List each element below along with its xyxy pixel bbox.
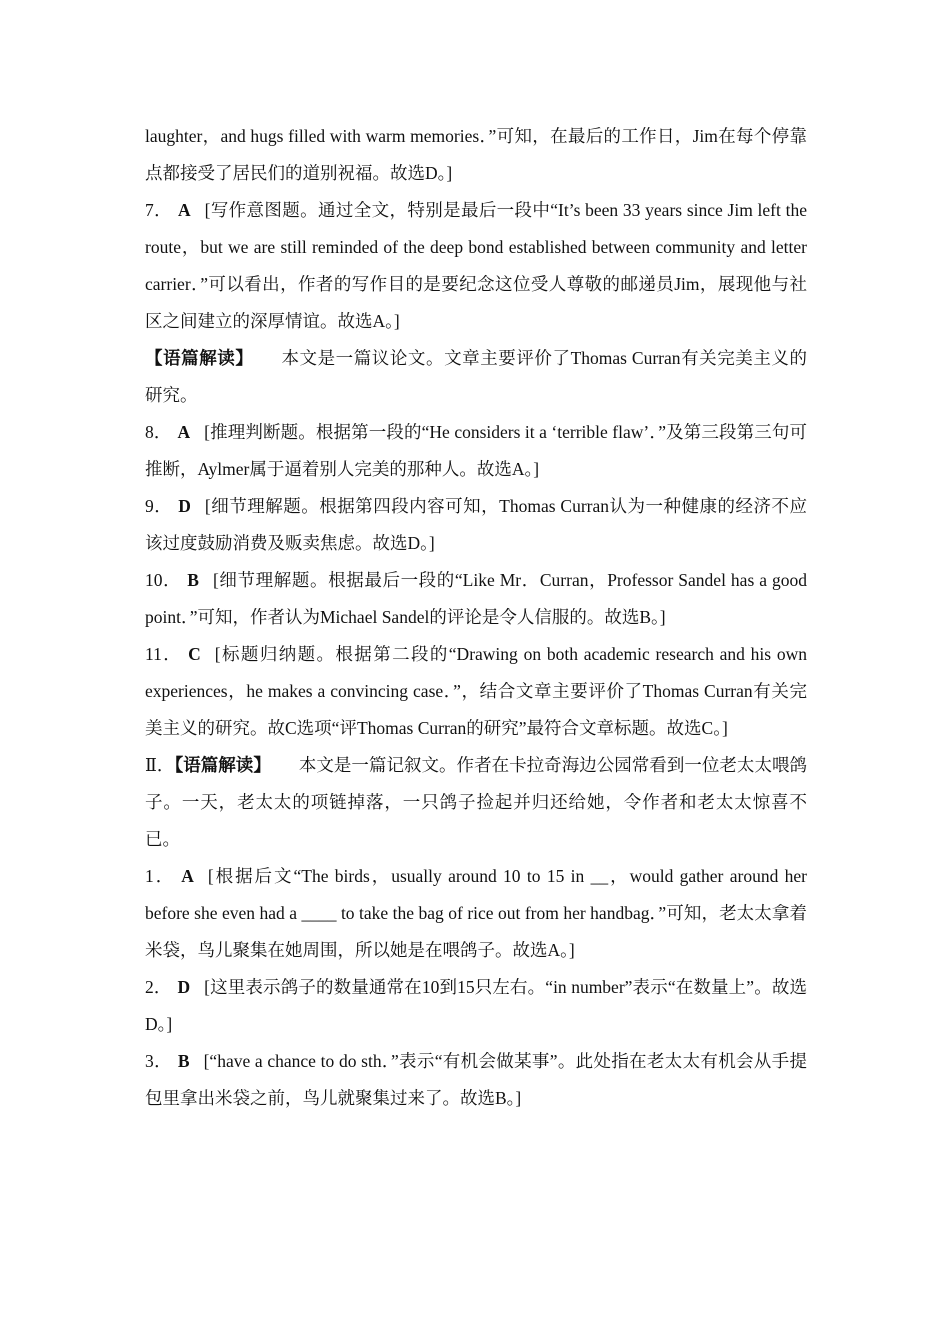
document-body [145, 118, 807, 1117]
explanation-text: [“have a chance to do sth．”表示“有机会做某事”。此处指在老太太有机会从手提包里拿出米袋之前，鸟儿就聚集过来了。故选B。] [145, 1051, 808, 1108]
answer-letter: A [177, 200, 191, 220]
explanation-text: [细节理解题。根据最后一段的“Like Mr．Curran，Professor Sandel has a good point．”可知，作者认为Michael Sandel的评论是令人信服的。故选B。] [145, 570, 808, 627]
answer-letter: A [177, 422, 191, 442]
explanation-text: [细节理解题。根据第四段内容可知，Thomas Curran认为一种健康的经济不应该过度鼓励消费及贩卖焦虑。故选D。] [145, 496, 807, 553]
answer-explanation-7 [145, 192, 807, 340]
answer-letter: D [178, 496, 191, 516]
explanation-text: [根据后文“The birds，usually around 10 to 15 in __，would gather around her before she even had a ____ to take the bag of rice out from her handbag．”可知，老太太拿着米袋，鸟儿聚集在她周围，所以她是在喂鸽子。故选A。] [145, 866, 808, 960]
answer-explanation-10 [145, 562, 807, 636]
section-number: Ⅱ． [145, 755, 175, 775]
section-heading: 【语篇解读】 [145, 348, 254, 368]
explanation-text: [这里表示鸽子的数量通常在10到15只左右。“in number”表示“在数量上”。故选D。] [145, 977, 807, 1034]
answer-explanation-11 [145, 636, 807, 747]
section-heading: 【语篇解读】 [174, 755, 271, 775]
explanation-text: [标题归纳题。根据第二段的“Drawing on both academic research and his own experiences，he makes a convincing case．”，结合文章主要评价了Thomas Curran有关完美主义的研究。故C选项“评Thomas Curran的研究”最符合文章标题。故选C。] [145, 644, 807, 738]
answer-explanation-9 [145, 488, 807, 562]
answer-letter: B [187, 570, 199, 590]
answer-letter: C [188, 644, 201, 664]
answer-explanation-8 [145, 414, 807, 488]
paragraph-text: laughter，and hugs filled with warm memories．”可知，在最后的工作日，Jim在每个停靠点都接受了居民们的道别祝福。故选D。] [145, 126, 807, 183]
explanation-text: [写作意图题。通过全文，特别是最后一段中“It’s been 33 years since Jim left the route，but we are still reminded of the deep bond established between community and letter carrier．”可以看出，作者的写作目的是要纪念这位受人尊敬的邮递员Jim，展现他与社区之间建立的深厚情谊。故选A。] [145, 200, 807, 331]
passage-analysis-section-2 [145, 747, 807, 858]
question-number: 3． [145, 1051, 172, 1071]
answer-letter: D [177, 977, 191, 997]
answer-letter: A [181, 866, 194, 886]
analysis-text: 本文是一篇记叙文。作者在卡拉奇海边公园常看到一位老太太喂鸽子。一天，老太太的项链掉落，一只鸽子捡起并归还给她，令作者和老太太惊喜不已。 [145, 755, 807, 849]
answer-letter: B [177, 1051, 190, 1071]
answer-explanation-3 [145, 1043, 807, 1117]
question-number: 2． [145, 977, 172, 997]
answer-explanation-2 [145, 969, 807, 1043]
paragraph-continuation [145, 118, 807, 192]
question-number: 7． [145, 200, 172, 220]
question-number: 9． [145, 496, 173, 516]
passage-analysis [145, 340, 807, 414]
question-number: 1． [145, 866, 176, 886]
explanation-text: [推理判断题。根据第一段的“He considers it a ‘terrible flaw’．”及第三段第三句可推断，Aylmer属于逼着别人完美的那种人。故选A。] [145, 422, 807, 479]
question-number: 11． [145, 644, 183, 664]
analysis-text: 本文是一篇议论文。文章主要评价了Thomas Curran有关完美主义的研究。 [145, 348, 807, 405]
question-number: 8． [145, 422, 172, 442]
question-number: 10． [145, 570, 182, 590]
answer-explanation-1 [145, 858, 807, 969]
